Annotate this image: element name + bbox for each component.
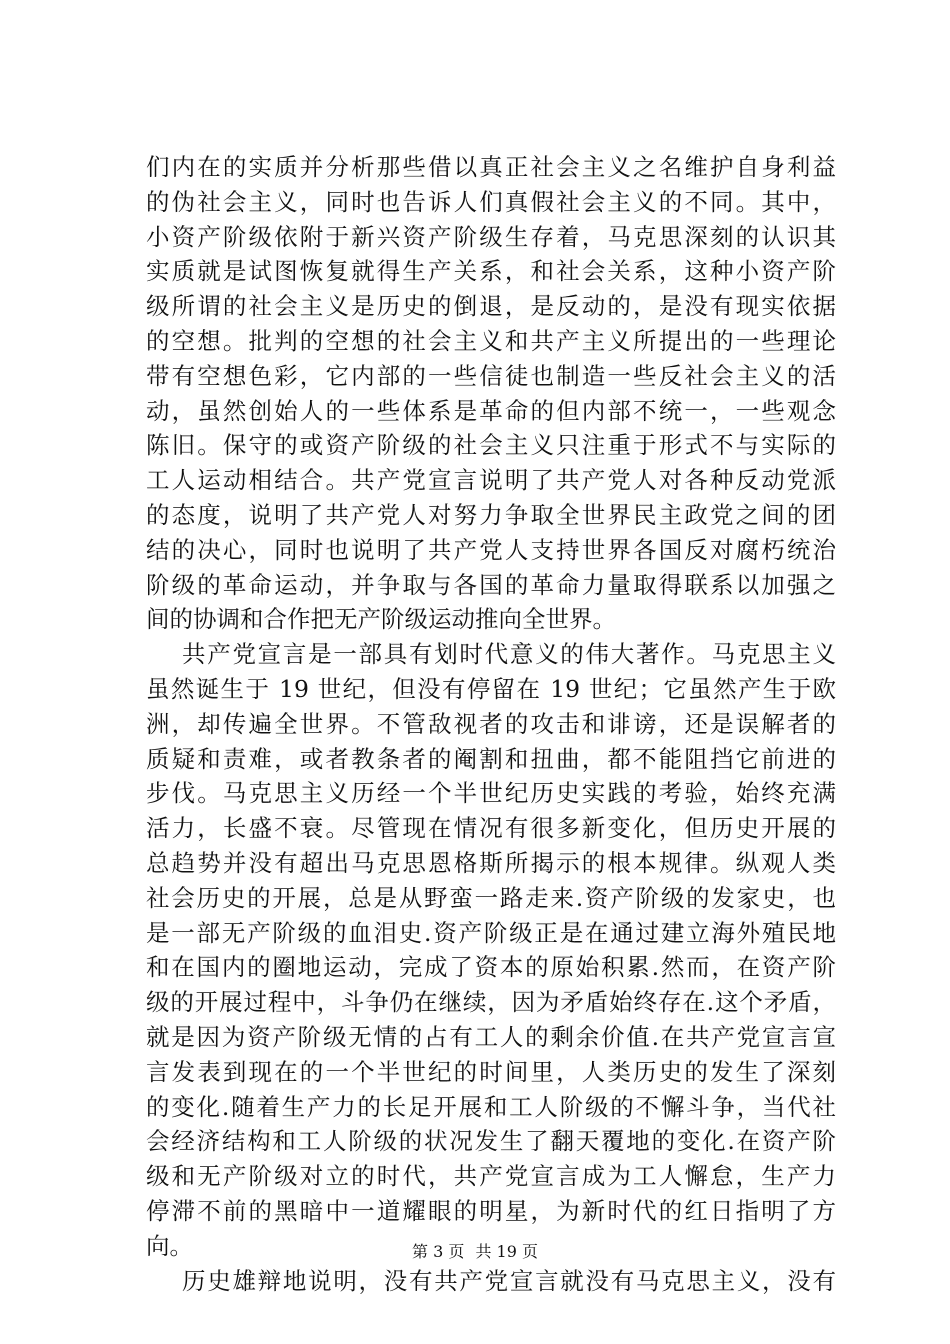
- text-line: 实质就是试图恢复就得生产关系，和社会关系，这种小资产阶: [146, 257, 836, 286]
- text-line: 洲，却传遍全世界。不管敌视者的攻击和诽谤，还是误解者的: [146, 709, 836, 738]
- text-line: 阶级的革命运动，并争取与各国的革命力量取得联系以加强之: [146, 570, 836, 599]
- text-line: 和在国内的圈地运动，完成了资本的原始积累.然而，在资产阶: [146, 953, 836, 982]
- text-line: 们内在的实质并分析那些借以真正社会主义之名维护自身利益: [146, 153, 836, 181]
- text-line: 总趋势并没有超出马克思恩格斯所揭示的根本规律。纵观人类: [146, 848, 836, 877]
- text-line: 活力，长盛不衰。尽管现在情况有很多新变化，但历史开展的: [146, 814, 836, 843]
- text-line: 级和无产阶级对立的时代，共产党宣言成为工人懈怠，生产力: [146, 1162, 836, 1191]
- page-footer: [0, 1240, 950, 1264]
- text-line: 步伐。马克思主义历经一个半世纪历史实践的考验，始终充满: [146, 779, 836, 808]
- text-line: 间的协调和合作把无产阶级运动推向全世界。: [146, 605, 616, 634]
- text-line: 虽然诞生于 19 世纪，但没有停留在 19 世纪；它虽然产生于欧: [146, 674, 836, 703]
- text-line: 带有空想色彩，它内部的一些信徒也制造一些反社会主义的活: [146, 361, 836, 390]
- page-number: 第 3 页: [412, 1242, 465, 1261]
- text-line: 工人运动相结合。共产党宣言说明了共产党人对各种反动党派: [146, 466, 836, 495]
- text-line: 的态度，说明了共产党人对努力争取全世界民主政党之间的团: [146, 500, 836, 529]
- document-body: [146, 150, 836, 1298]
- text-line: 是一部无产阶级的血泪史.资产阶级正是在通过建立海外殖民地: [146, 918, 836, 947]
- text-line: 陈旧。保守的或资产阶级的社会主义只注重于形式不与实际的: [146, 431, 836, 460]
- page-total: 共 19 页: [475, 1242, 538, 1261]
- text-line: 的伪社会主义，同时也告诉人们真假社会主义的不同。其中，: [146, 187, 836, 216]
- text-line: 的变化.随着生产力的长足开展和工人阶级的不懈斗争，当代社: [146, 1092, 836, 1121]
- text-line: 级的开展过程中，斗争仍在继续，因为矛盾始终存在.这个矛盾，: [146, 988, 836, 1017]
- text-line: 停滞不前的黑暗中一道耀眼的明星，为新时代的红日指明了方: [146, 1196, 836, 1225]
- paragraph-start-line: 历史雄辩地说明，没有共产党宣言就没有马克思主义，没有: [182, 1266, 836, 1295]
- text-line: 的空想。批判的空想的社会主义和共产主义所提出的一些理论: [146, 326, 836, 355]
- text-line: 级所谓的社会主义是历史的倒退，是反动的，是没有现实依据: [146, 292, 836, 321]
- text-line: 言发表到现在的一个半世纪的时间里，人类历史的发生了深刻: [146, 1057, 836, 1086]
- text-line: 质疑和责难，或者教条者的阉割和扭曲，都不能阻挡它前进的: [146, 744, 836, 773]
- text-line: 结的决心，同时也说明了共产党人支持世界各国反对腐朽统治: [146, 535, 836, 564]
- text-line: 动，虽然创始人的一些体系是革命的但内部不统一，一些观念: [146, 396, 836, 425]
- text-line: 就是因为资产阶级无情的占有工人的剩余价值.在共产党宣言宣: [146, 1022, 836, 1051]
- paragraph-start-line: 共产党宣言是一部具有划时代意义的伟大著作。马克思主义: [182, 640, 836, 669]
- text-line: 小资产阶级依附于新兴资产阶级生存着，马克思深刻的认识其: [146, 222, 836, 251]
- text-line: 会经济结构和工人阶级的状况发生了翻天覆地的变化.在资产阶: [146, 1127, 836, 1156]
- text-line: 向。: [146, 1231, 193, 1260]
- text-line: 社会历史的开展，总是从野蛮一路走来.资产阶级的发家史，也: [146, 883, 836, 912]
